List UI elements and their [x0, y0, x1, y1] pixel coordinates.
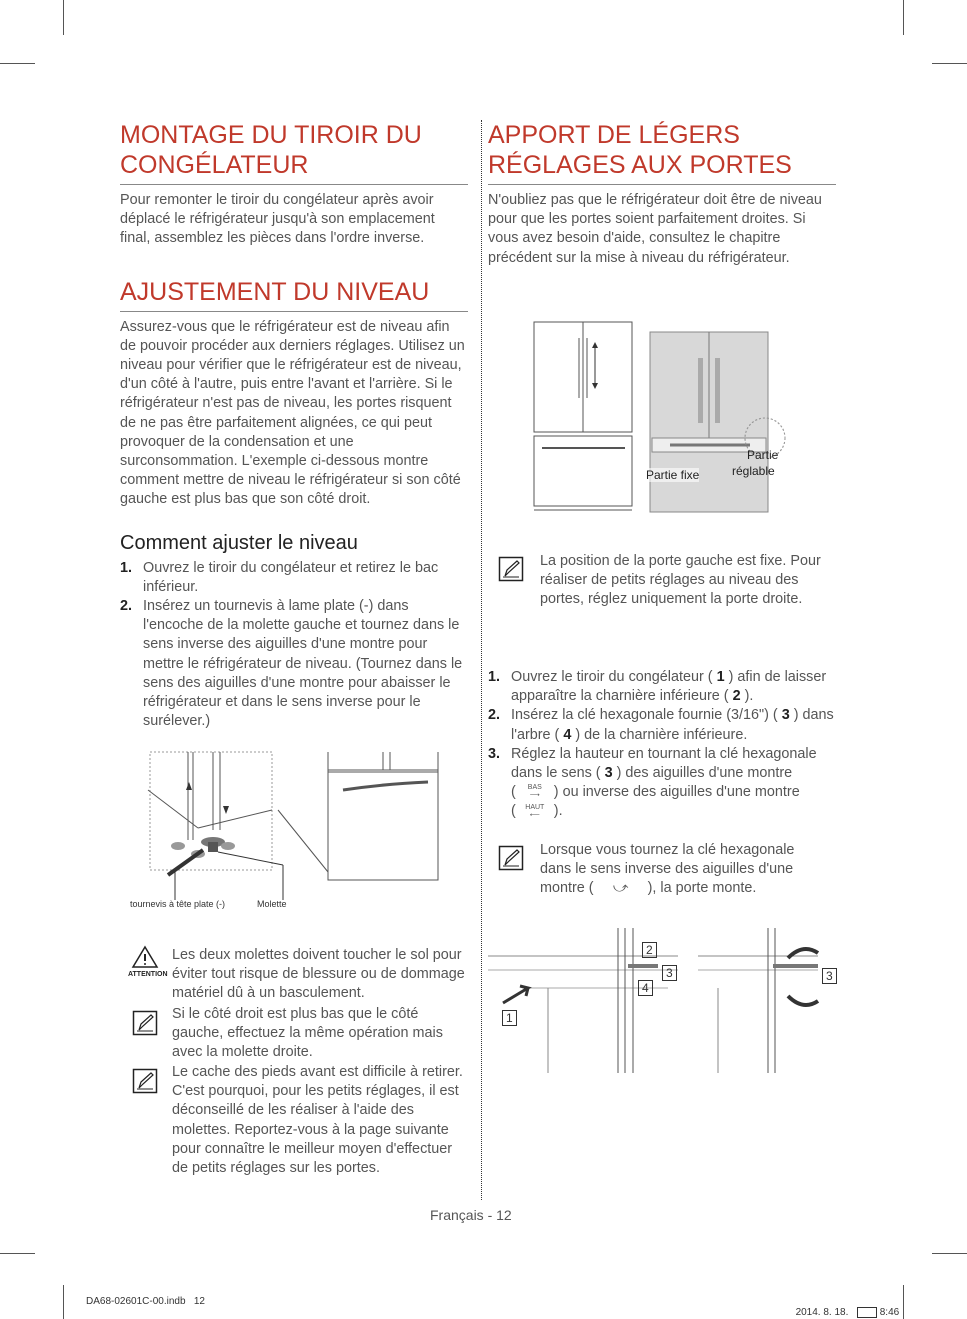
callout-2: 2: [642, 942, 657, 958]
footer-date: 2014. 8. 18. 8:46: [795, 1307, 900, 1319]
door-adjust-steps: [488, 668, 840, 822]
right-column: [488, 120, 836, 268]
list-item: 3. Réglez la hauteur en tournant la clé hexagonale dans le sens ( 3 ) des aiguilles d'une montre ( BAS ⟶ ) ou inverse des aiguilles d'une montre ( HAUT ⟵ ).: [488, 745, 817, 820]
crop-mark: [63, 0, 64, 35]
note-icon: [498, 556, 524, 582]
note-front-cover: Le cache des pieds avant est difficile à retirer. C'est pourquoi, pour les petits réglages, il est déconseillé de les réaliser à l'aide des molettes. Reportez-vous à la page suivante pour connaître le meilleur moyen d'effectuer de petits réglages sur les portes.: [172, 1064, 463, 1177]
section-title-door-adjust: APPORT DE LÉGERS RÉGLAGES AUX PORTES: [488, 120, 836, 185]
note-left-door-fixed: La position de la porte gauche est fixe. Pour réaliser de petits réglages au niveau des portes, réglez uniquement la porte droite.: [540, 553, 821, 608]
list-item: 1. Ouvrez le tiroir du congélateur et retirez le bac inférieur.: [120, 559, 439, 595]
list-item: 2. Insérez un tournevis à lame plate (-) dans l'encoche de la molette gauche et tournez dans le sens inverse des aiguilles d'une montre pour mettre le réfrigérateur de niveau. (Tournez dans le sens des aiguilles d'une montre pour abaisser le réfrigérateur et dans le sens inverse pour le surélever.): [120, 598, 463, 730]
crop-mark: [63, 1285, 64, 1319]
page-number: Français - 12: [430, 1207, 512, 1223]
column-divider: [481, 120, 482, 1200]
haut-arrow-icon: HAUT ⟵: [525, 803, 545, 819]
callout-4: 4: [638, 980, 653, 996]
bas-arrow-icon: BAS ⟶: [527, 784, 542, 800]
attention-label: ATTENTION: [128, 971, 168, 978]
section-title-leveling: AJUSTEMENT DU NIVEAU: [120, 277, 468, 312]
crop-mark: [903, 0, 904, 35]
crop-mark: [932, 1253, 967, 1254]
note-icon: [498, 845, 524, 871]
note-hex-key-direction: Lorsque vous tournez la clé hexagonale dans le sens inverse des aiguilles d'une montre ( ⤻ ), la porte monte.: [540, 841, 828, 899]
label-adjustable-part-2: réglable: [732, 464, 775, 478]
note-icon: [132, 1010, 158, 1036]
leveling-steps: [120, 559, 468, 732]
subtitle-how-to-level: Comment ajuster le niveau: [120, 531, 358, 554]
warning-icon: [131, 945, 159, 971]
leveling-figure: [128, 750, 448, 910]
label-adjustable-part-1: Partie: [747, 448, 779, 462]
figure-label-molette: Molette: [257, 899, 287, 909]
crop-mark: [932, 63, 967, 64]
crop-mark: [903, 1285, 904, 1319]
crop-mark: [0, 1253, 35, 1254]
left-column: [120, 120, 468, 731]
crop-mark: [0, 63, 35, 64]
clock-icon: [857, 1307, 877, 1318]
section-title-freezer-drawer: MONTAGE DU TIROIR DU CONGÉLATEUR: [120, 120, 468, 185]
figure-label-screwdriver: tournevis à tête plate (-): [130, 899, 226, 909]
list-item: 1. Ouvrez le tiroir du congélateur ( 1 ) afin de laisser apparaître la charnière inférieure ( 2 ).: [488, 669, 827, 705]
footer-filename: DA68-02601C-00.indb 12: [86, 1296, 205, 1307]
caution-text: Les deux molettes doivent toucher le sol pour éviter tout risque de blessure ou de dommage matériel dû à un basculement.: [172, 947, 465, 1002]
door-alignment-figure: [530, 318, 790, 518]
list-item: 2. Insérez la clé hexagonale fournie (3/16") ( 3 ) dans l'arbre ( 4 ) de la charnière inférieure.: [488, 707, 834, 743]
callout-3b: 3: [822, 968, 837, 984]
callout-3: 3: [662, 965, 677, 981]
section-body-leveling: Assurez-vous que le réfrigérateur est de niveau afin de pouvoir procéder aux derniers réglages. Utilisez un niveau pour vérifier que le réfrigérateur est de niveau, d'un côté à l'autre, puis entre l'avant et l'arrière. Si le réfrigérateur n'est pas de niveau, les portes risquent de ne pas être parfaitement alignées, ce qui peut provoquer de la condensation et une surconsommation. L'exemple ci-dessous montre comment mettre de niveau le réfrigérateur si son côté gauche est plus bas que son côté droit.: [120, 318, 465, 508]
section-body-freezer-drawer: Pour remonter le tiroir du congélateur après avoir déplacé le réfrigérateur jusqu'à son emplacement final, assemblez les pièces dans l'ordre inverse.: [120, 192, 435, 247]
counterclockwise-arrow-icon: ⤻: [612, 880, 629, 897]
note-right-lower: Si le côté droit est plus bas que le côté gauche, effectuez la même opération mais avec la molette droite.: [172, 1006, 443, 1061]
callout-1: 1: [502, 1010, 517, 1026]
hinge-figure: [488, 928, 858, 1078]
label-fixed-part: Partie fixe: [646, 468, 700, 482]
section-body-door-adjust: N'oubliez pas que le réfrigérateur doit être de niveau pour que les portes soient parfaitement droites. Si vous avez besoin d'aide, consultez le chapitre précédent sur la mise à niveau du réfrigérateur.: [488, 192, 822, 266]
note-icon: [132, 1068, 158, 1094]
